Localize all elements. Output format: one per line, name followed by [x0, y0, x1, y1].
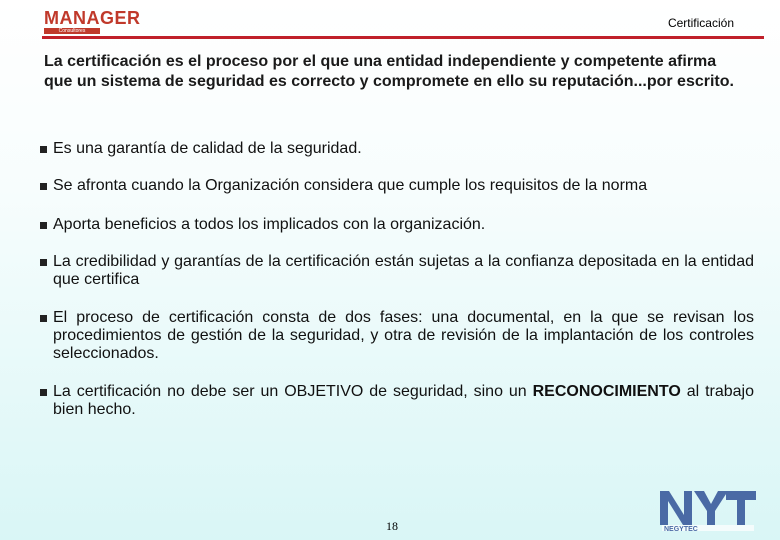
bullet-marker-icon: [40, 259, 47, 266]
negytec-logo-icon: [658, 489, 758, 533]
page-title: Certificación: [667, 16, 734, 30]
bullet-item: [40, 216, 754, 234]
bullet-text-after: al trabajo bien hecho.: [53, 383, 755, 418]
bullet-item: [40, 177, 754, 195]
bullet-text: Aporta beneficios a todos los implicados con la organización.: [53, 216, 486, 233]
bullet-text: Se afronta cuando la Organización considera que cumple los requisitos de la norma: [53, 177, 648, 194]
bullet-marker-icon: [40, 389, 47, 396]
brand-subtitle: NEGYTEC: [664, 526, 698, 533]
bullet-text-strong: RECONOCIMIENTO: [532, 383, 681, 400]
bullet-marker-icon: [40, 146, 47, 153]
bullet-marker-icon: [40, 183, 47, 190]
header-divider: [42, 36, 764, 39]
bullet-item: [40, 383, 754, 419]
bullet-marker-icon: [40, 315, 47, 322]
bullet-text: El proceso de certificación consta de dos fases: una documental, en la que se revisan los procedimientos de gestión de la seguridad, y otra de revisión de la implantación de los controles seleccionados.: [53, 309, 754, 362]
intro-paragraph: La certificación es el proceso por el que una entidad independiente y competente afirma que un sistema de seguridad es correcto y compromete en ello su reputación...por escrito.: [44, 53, 734, 90]
bullet-text: La credibilidad y garantías de la certificación están sujetas a la confianza depositada en la entidad que certifica: [53, 253, 754, 288]
bullet-item: [40, 253, 754, 289]
bullet-text: Es una garantía de calidad de la seguridad.: [53, 140, 362, 157]
bullet-text-before: La certificación no debe ser un OBJETIVO de seguridad, sino un: [53, 383, 533, 400]
bullet-item: [40, 140, 754, 158]
logo-subtitle: Consultores: [44, 28, 100, 34]
logo-text: MANAGER: [44, 8, 141, 28]
manager-logo: [44, 9, 154, 35]
bullet-item: [40, 309, 754, 363]
bullet-list: [40, 140, 754, 419]
page-number: 18: [386, 519, 398, 533]
bullet-marker-icon: [40, 222, 47, 229]
